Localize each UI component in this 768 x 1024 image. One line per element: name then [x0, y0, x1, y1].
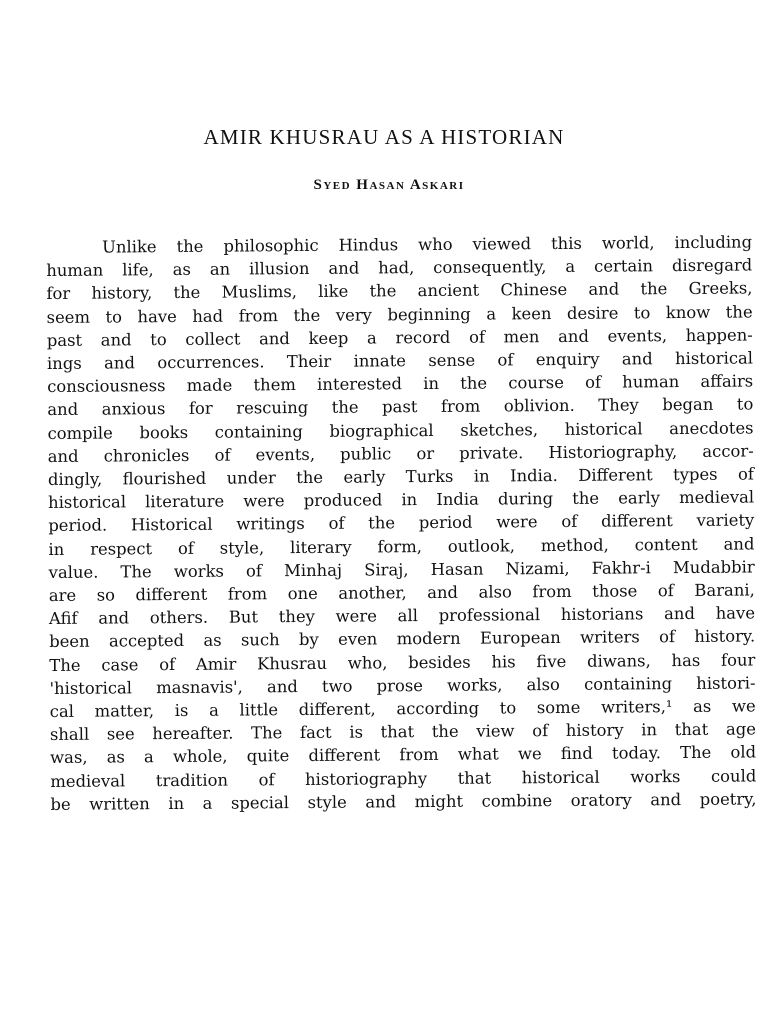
text-line: be written in a special style and might combine oratory and poetry,: [50, 789, 757, 814]
text-line: in respect of style, literary form, outlook, method, content and: [48, 534, 755, 559]
article-title: AMIR KHUSRAU AS A HISTORIAN: [203, 125, 565, 149]
text-line: was, as a whole, quite different from what we find today. The old: [50, 742, 757, 768]
text-line: are so different from one another, and also from those of Barani,: [48, 580, 755, 606]
text-line: seem to have had from the very beginning a keen desire to know the: [46, 302, 753, 327]
text-line: historical literature were produced in India during the early medieval: [48, 487, 755, 513]
text-line: been accepted as such by even modern European writers of history.: [49, 626, 756, 652]
text-line: human life, as an illusion and had, consequently, a certain disregard: [46, 255, 753, 281]
text-line: Afif and others. But they were all professional historians and have: [48, 603, 756, 629]
text-line: value. The works of Minhaj Siraj, Hasan Nizami, Fakhr-i Mudabbir: [48, 557, 755, 582]
text-line: and chronicles of events, public or private. Historiography, accor-: [47, 441, 754, 466]
text-line: The case of Amir Khusrau who, besides his five diwans, has four: [49, 650, 756, 675]
text-line: ings and occurrences. Their innate sense of enquiry and historical: [46, 348, 754, 374]
text-line: cal matter, is a little different, according to some writers,¹ as we: [49, 696, 756, 722]
body-paragraph: [46, 230, 757, 816]
article-author: Syed Hasan Askari: [313, 177, 465, 193]
text-line: shall see hereafter. The fact is that the view of history in that age: [49, 719, 756, 745]
text-line: dingly, flourished under the early Turks in India. Different types of: [47, 464, 754, 490]
text-line: for history, the Muslims, like the ancient Chinese and the Greeks,: [46, 278, 753, 304]
text-line: past and to collect and keep a record of men and events, happen-: [46, 325, 753, 350]
text-line: Unlike the philosophic Hindus who viewed this world, including: [102, 232, 753, 257]
text-line: 'historical masnavis', and two prose works, also containing histori-: [49, 673, 756, 698]
text-line: period. Historical writings of the period were of different variety: [48, 510, 755, 536]
text-line: medieval tradition of historiography that historical works could: [50, 766, 757, 791]
text-line: compile books containing biographical sketches, historical anecdotes: [47, 418, 754, 443]
text-line: consciousness made them interested in the course of human affairs: [47, 371, 754, 397]
text-line: and anxious for rescuing the past from oblivion. They began to: [47, 394, 754, 420]
